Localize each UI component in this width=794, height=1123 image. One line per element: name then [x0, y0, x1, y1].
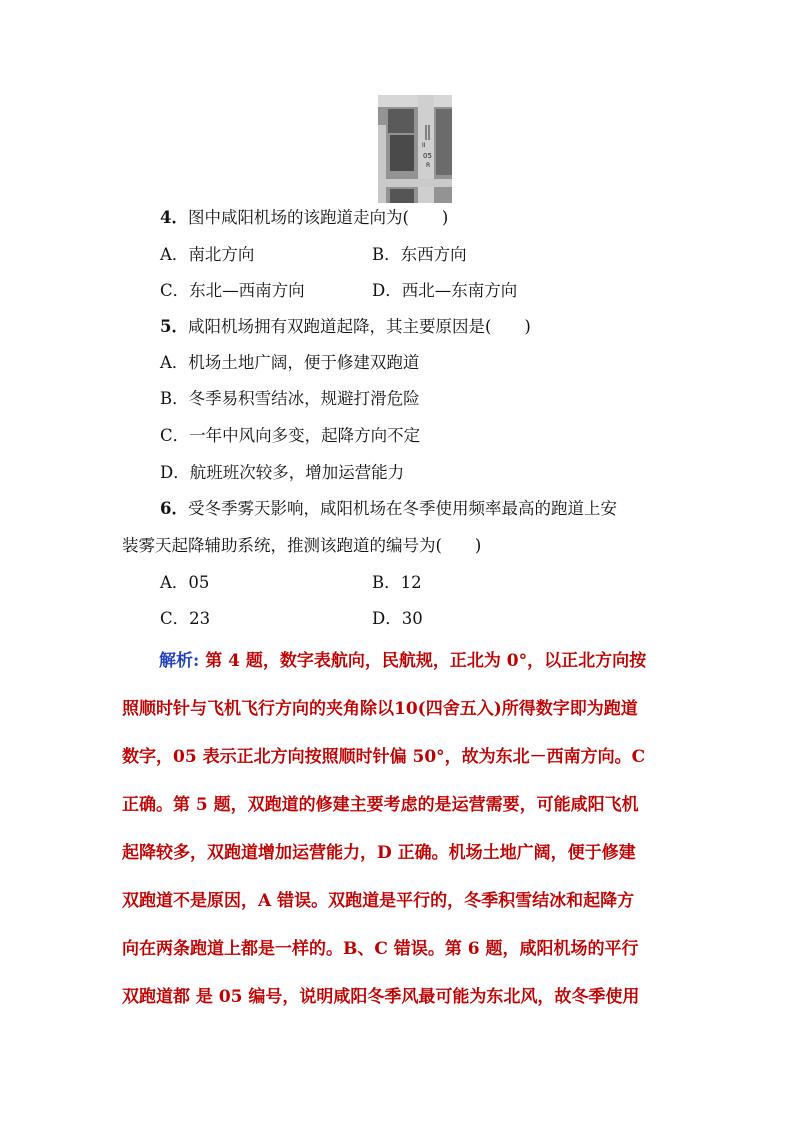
q4-option-c: C．东北—西南方向 — [160, 281, 305, 300]
analysis-line: 向在两条跑道上都是一样的。B、C 错误。第 6 题，咸阳机场的平行 — [122, 939, 639, 959]
question-stem-line-2: 装雾天起降辅助系统，推测该跑道的编号为( ) — [122, 536, 482, 555]
q5-option-b: B．冬季易积雪结冰，规避打滑危险 — [160, 389, 420, 408]
q5-option-d: D．航班班次较多，增加运营能力 — [160, 463, 405, 482]
analysis-line: 正确。第 5 题，双跑道的修建主要考虑的是运营需要，可能咸阳飞机 — [122, 795, 639, 815]
q6-option-b: B．12 — [372, 573, 422, 592]
q4-option-d: D．西北—东南方向 — [372, 281, 518, 300]
q5-option-a: A．机场土地广阔，便于修建双跑道 — [160, 353, 420, 372]
analysis-line: 解析: 第 4 题，数字表航向，民航规，正北为 0°，以正北方向按 — [159, 651, 647, 671]
question-stem: 图中咸阳机场的该跑道走向为( ) — [187, 208, 449, 227]
analysis-line: 双跑道都 是 05 编号，说明咸阳冬季风最可能为东北风，故冬季使用 — [122, 987, 640, 1007]
analysis-line: 数字，05 表示正北方向按照顺时针偏 50°，故为东北－西南方向。C — [122, 747, 646, 767]
analysis-line: 双跑道不是原因，A 错误。双跑道是平行的，冬季积雪结冰和起降方 — [122, 891, 635, 911]
question-6 — [160, 499, 617, 519]
runway-photo — [378, 95, 452, 203]
q6-option-c: C．23 — [160, 609, 211, 628]
question-stem: 咸阳机场拥有双跑道起降，其主要原因是( ) — [187, 317, 531, 336]
question-stem-line-1: 受冬季雾天影响，咸阳机场在冬季使用频率最高的跑道上安 — [187, 499, 617, 518]
analysis-line: 照顺时针与飞机飞行方向的夹角除以10(四舍五入)所得数字即为跑道 — [122, 699, 638, 719]
analysis-block — [122, 637, 679, 1021]
q6-option-a: A．05 — [160, 573, 210, 592]
runway-r-label: R — [426, 162, 431, 169]
question-number: 5． — [160, 317, 188, 336]
question-number: 6． — [160, 499, 188, 518]
q4-option-b: B．东西方向 — [372, 245, 467, 264]
runway-number-label: 05 — [423, 152, 432, 160]
analysis-line: 起降较多，双跑道增加运营能力，D 正确。机场土地广阔，便于修建 — [122, 843, 636, 863]
question-number: 4． — [160, 208, 188, 227]
question-5 — [160, 317, 531, 337]
q6-option-d: D．30 — [372, 609, 423, 628]
analysis-tag: 解析 — [159, 651, 193, 671]
runway-mark-ii: II — [422, 142, 426, 149]
q5-option-c: C．一年中风向多变，起降方向不定 — [160, 426, 421, 445]
question-4 — [160, 208, 448, 228]
runway-photo-graphic — [378, 95, 452, 203]
q4-option-a: A．南北方向 — [160, 245, 255, 264]
